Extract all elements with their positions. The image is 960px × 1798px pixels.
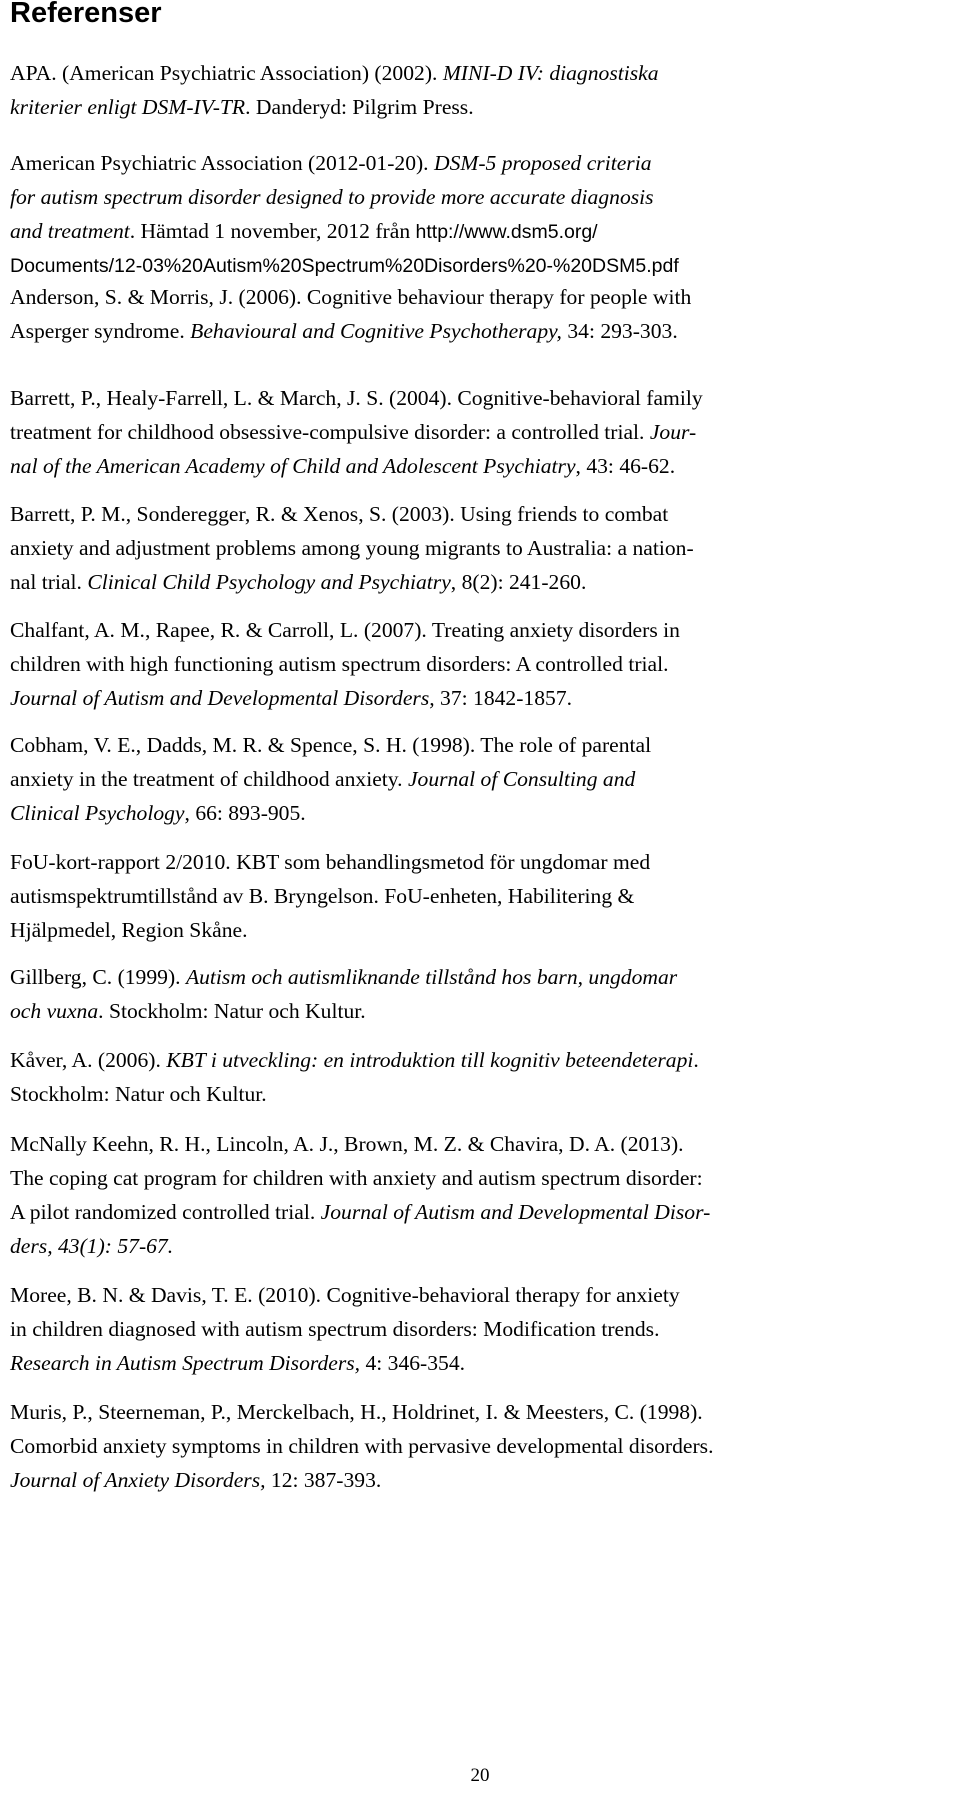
reference-url: http://www.dsm5.org/: [415, 221, 598, 243]
reference-text: treatment for childhood obsessive-compulsive disorder: a controlled trial.: [10, 420, 650, 444]
reference-line: [10, 1077, 699, 1111]
reference-text: , 66: 893-905.: [184, 801, 306, 825]
reference-italic-text: Clinical Child Psychology and Psychiatry: [87, 570, 451, 594]
reference-text: .: [693, 1048, 699, 1072]
reference-line: [10, 146, 679, 180]
reference-line: [10, 762, 651, 796]
reference-text: Moree, B. N. & Davis, T. E. (2010). Cognitive-behavioral therapy for anxiety: [10, 1283, 680, 1307]
reference-italic-text: Journal of Anxiety Disorders,: [10, 1468, 266, 1492]
reference-line: [10, 1229, 710, 1263]
reference-italic-text: Autism och autismliknande tillstånd hos barn, ungdomar: [185, 965, 678, 989]
reference-text: McNally Keehn, R. H., Lincoln, A. J., Brown, M. Z. & Chavira, D. A. (2013).: [10, 1132, 684, 1156]
reference-line: [10, 613, 680, 647]
reference-line: [10, 1127, 710, 1161]
reference-line: [10, 913, 650, 947]
reference-text: Stockholm: Natur och Kultur.: [10, 1082, 267, 1106]
reference-text: 37: 1842-1857.: [434, 686, 573, 710]
reference-italic-text: ders, 43(1): 57-67.: [10, 1234, 174, 1258]
reference-italic-text: Behavioural and Cognitive Psychotherapy,: [190, 319, 562, 343]
reference-italic-text: Journal of Autism and Developmental Disorders,: [10, 686, 435, 710]
reference-line: [10, 1395, 713, 1429]
reference-text: 34: 293-303.: [561, 319, 678, 343]
reference-italic-text: Research in Autism Spectrum Disorders,: [10, 1351, 361, 1375]
reference-text: A pilot randomized controlled trial.: [10, 1200, 321, 1224]
reference-text: , 43: 46-62.: [575, 454, 676, 478]
reference-line: [10, 449, 703, 483]
reference-text: Muris, P., Steerneman, P., Merckelbach, H., Holdrinet, I. & Meesters, C. (1998).: [10, 1400, 703, 1424]
reference-entry: [10, 1395, 713, 1497]
reference-text: , 8(2): 241-260.: [450, 570, 587, 594]
reference-entry: [10, 280, 691, 348]
reference-line: [10, 565, 694, 599]
page-number: 20: [470, 1765, 490, 1786]
reference-text: FoU-kort-rapport 2/2010. KBT som behandlingsmetod för ungdomar med: [10, 850, 651, 874]
reference-italic-text: Journal of Consulting and: [407, 767, 636, 791]
reference-entry: [10, 146, 679, 282]
reference-text: in children diagnosed with autism spectrum disorders: Modification trends.: [10, 1317, 660, 1341]
reference-line: [10, 845, 650, 879]
reference-entry: [10, 845, 650, 947]
reference-text: children with high functioning autism spectrum disorders: A controlled trial.: [10, 652, 669, 676]
reference-entry: [10, 381, 703, 483]
reference-text: nal trial.: [10, 570, 88, 594]
reference-line: [10, 728, 651, 762]
reference-text: American Psychiatric Association (2012-01-20).: [10, 151, 434, 175]
reference-line: [10, 415, 703, 449]
reference-line: [10, 879, 650, 913]
reference-entry: [10, 1278, 680, 1380]
reference-entry: [10, 1127, 710, 1263]
reference-line: [10, 248, 679, 282]
reference-line: [10, 497, 694, 531]
reference-line: [10, 531, 694, 565]
reference-line: [10, 1195, 710, 1229]
reference-text: Comorbid anxiety symptoms in children with pervasive developmental disorders.: [10, 1434, 714, 1458]
reference-line: [10, 994, 677, 1028]
reference-line: [10, 1429, 713, 1463]
reference-text: APA. (American Psychiatric Association) (2002).: [10, 61, 443, 85]
reference-line: [10, 1161, 710, 1195]
page-heading: Referenser: [10, 0, 162, 29]
reference-text: anxiety in the treatment of childhood anxiety.: [10, 767, 408, 791]
reference-text: Cobham, V. E., Dadds, M. R. & Spence, S. H. (1998). The role of parental: [10, 733, 652, 757]
reference-text: anxiety and adjustment problems among young migrants to Australia: a nation-: [10, 536, 694, 560]
reference-line: [10, 1312, 680, 1346]
reference-entry: [10, 613, 680, 715]
reference-text: . Stockholm: Natur och Kultur.: [98, 999, 366, 1023]
reference-line: [10, 180, 679, 214]
reference-text: Barrett, P. M., Sonderegger, R. & Xenos, S. (2003). Using friends to combat: [10, 502, 669, 526]
reference-italic-text: MINI-D IV: diagnostiska: [442, 61, 659, 85]
reference-text: Gillberg, C. (1999).: [10, 965, 186, 989]
reference-entry: [10, 56, 659, 124]
reference-line: [10, 56, 659, 90]
reference-text: Anderson, S. & Morris, J. (2006). Cognitive behaviour therapy for people with: [10, 285, 692, 309]
reference-entry: [10, 497, 694, 599]
reference-text: autismspektrumtillstånd av B. Bryngelson. FoU-enheten, Habilitering &: [10, 884, 635, 908]
reference-entry: [10, 728, 651, 830]
reference-italic-text: nal of the American Academy of Child and Adolescent Psychiatry: [10, 454, 576, 478]
reference-text: . Danderyd: Pilgrim Press.: [245, 95, 474, 119]
reference-text: 12: 387-393.: [265, 1468, 382, 1492]
reference-line: [10, 90, 659, 124]
reference-line: [10, 1463, 713, 1497]
reference-line: [10, 1043, 699, 1077]
reference-entry: [10, 1043, 699, 1111]
reference-italic-text: for autism spectrum disorder designed to provide more accurate diagnosis: [10, 185, 654, 209]
reference-text: Asperger syndrome.: [10, 319, 191, 343]
reference-text: The coping cat program for children with anxiety and autism spectrum disorder:: [10, 1166, 703, 1190]
reference-italic-text: kriterier enligt DSM-IV-TR: [10, 95, 246, 119]
reference-text: . Hämtad 1 november, 2012 från: [129, 219, 416, 243]
reference-text: Kåver, A. (2006).: [10, 1048, 167, 1072]
reference-line: [10, 314, 691, 348]
reference-line: [10, 214, 679, 248]
reference-text: 4: 346-354.: [360, 1351, 466, 1375]
reference-line: [10, 280, 691, 314]
reference-line: [10, 647, 680, 681]
reference-italic-text: DSM-5 proposed criteria: [433, 151, 652, 175]
reference-text: Hjälpmedel, Region Skåne.: [10, 918, 248, 942]
reference-line: [10, 1278, 680, 1312]
reference-entry: [10, 960, 677, 1028]
reference-line: [10, 796, 651, 830]
reference-line: [10, 381, 703, 415]
reference-line: [10, 1346, 680, 1380]
reference-text: Barrett, P., Healy-Farrell, L. & March, J. S. (2004). Cognitive-behavioral family: [10, 386, 703, 410]
reference-italic-text: Clinical Psychology: [10, 801, 185, 825]
reference-italic-text: Jour-: [649, 420, 697, 444]
reference-text: Chalfant, A. M., Rapee, R. & Carroll, L. (2007). Treating anxiety disorders in: [10, 618, 680, 642]
reference-url: Documents/12-03%20Autism%20Spectrum%20Disorders%20-%20DSM5.pdf: [10, 255, 679, 277]
reference-italic-text: och vuxna: [10, 999, 99, 1023]
reference-italic-text: KBT i utveckling: en introduktion till kognitiv beteendeterapi: [166, 1048, 694, 1072]
reference-line: [10, 681, 680, 715]
reference-line: [10, 960, 677, 994]
reference-italic-text: Journal of Autism and Developmental Disor-: [320, 1200, 711, 1224]
reference-italic-text: and treatment: [10, 219, 130, 243]
